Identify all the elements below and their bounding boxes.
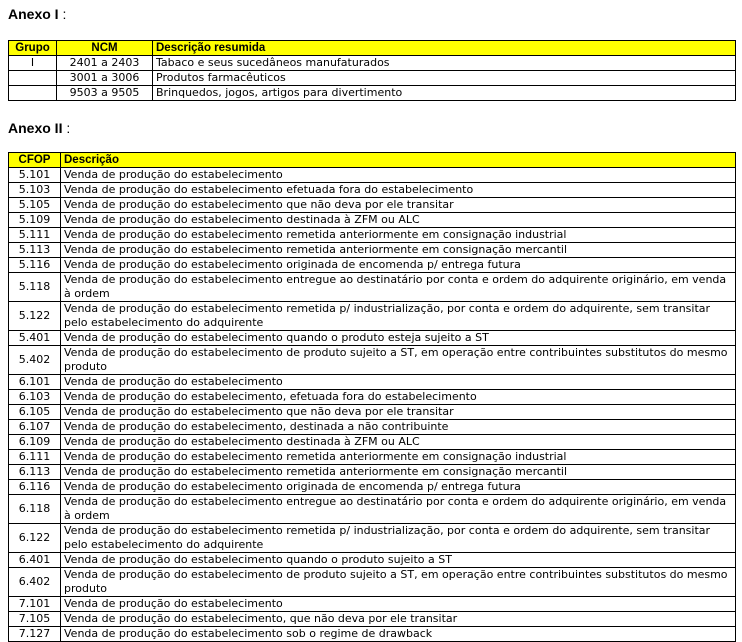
cfop-cell: 6.401 — [9, 553, 61, 568]
cfop-cell: 5.101 — [9, 168, 61, 183]
descricao-cell: Venda de produção do estabelecimento entregue ao destinatário por conta e ordem do adquirente originário, em venda à ordem — [61, 495, 736, 524]
table-row — [9, 86, 736, 101]
table-row — [9, 465, 736, 480]
descricao-cell: Venda de produção do estabelecimento remetida anteriormente em consignação mercantil — [61, 465, 736, 480]
descricao-cell: Venda de produção do estabelecimento — [61, 597, 736, 612]
cfop-cell: 6.118 — [9, 495, 61, 524]
cfop-cell: 6.109 — [9, 435, 61, 450]
grupo-cell — [9, 71, 57, 86]
annex1-title — [8, 6, 66, 22]
cfop-cell: 6.122 — [9, 524, 61, 553]
cfop-cell: 7.127 — [9, 627, 61, 642]
table-row — [9, 258, 736, 273]
descricao-cell: Venda de produção do estabelecimento remetida anteriormente em consignação industrial — [61, 450, 736, 465]
cfop-cell: 5.402 — [9, 346, 61, 375]
cfop-cell: 5.109 — [9, 213, 61, 228]
cfop-cell: 5.118 — [9, 273, 61, 302]
descricao-cell: Brinquedos, jogos, artigos para divertimento — [153, 86, 736, 101]
table-row — [9, 524, 736, 553]
descricao-cell: Venda de produção do estabelecimento, destinada a não contribuinte — [61, 420, 736, 435]
cfop-cell: 5.122 — [9, 302, 61, 331]
descricao-cell: Venda de produção do estabelecimento remetida anteriormente em consignação mercantil — [61, 243, 736, 258]
ncm-cell: 9503 a 9505 — [57, 86, 153, 101]
descricao-cell: Venda de produção do estabelecimento que não deva por ele transitar — [61, 405, 736, 420]
table-row — [9, 331, 736, 346]
header-descricao: Descrição — [61, 153, 736, 168]
table-row — [9, 390, 736, 405]
table-row — [9, 375, 736, 390]
annex2-table — [8, 152, 736, 642]
descricao-cell: Venda de produção do estabelecimento quando o produto esteja sujeito a ST — [61, 331, 736, 346]
table-row — [9, 480, 736, 495]
table-row — [9, 435, 736, 450]
cfop-cell: 6.103 — [9, 390, 61, 405]
descricao-cell: Tabaco e seus sucedâneos manufaturados — [153, 56, 736, 71]
descricao-cell: Venda de produção do estabelecimento remetida anteriormente em consignação industrial — [61, 228, 736, 243]
table-row — [9, 56, 736, 71]
table-row — [9, 495, 736, 524]
descricao-cell: Venda de produção do estabelecimento quando o produto sujeito a ST — [61, 553, 736, 568]
descricao-cell: Venda de produção do estabelecimento que não deva por ele transitar — [61, 198, 736, 213]
table-row — [9, 612, 736, 627]
table-row — [9, 302, 736, 331]
table-row — [9, 553, 736, 568]
table-row — [9, 346, 736, 375]
descricao-cell: Venda de produção do estabelecimento remetida p/ industrialização, por conta e ordem do adquirente, sem transitar pelo estabelecimento do adquirente — [61, 302, 736, 331]
cfop-cell: 6.113 — [9, 465, 61, 480]
descricao-cell: Venda de produção do estabelecimento destinada à ZFM ou ALC — [61, 213, 736, 228]
descricao-cell: Venda de produção do estabelecimento originada de encomenda p/ entrega futura — [61, 480, 736, 495]
header-ncm: NCM — [57, 41, 153, 56]
annex2-header-row — [9, 153, 736, 168]
table-row — [9, 420, 736, 435]
descricao-cell: Venda de produção do estabelecimento originada de encomenda p/ entrega futura — [61, 258, 736, 273]
grupo-cell — [9, 86, 57, 101]
cfop-cell: 7.105 — [9, 612, 61, 627]
cfop-cell: 5.111 — [9, 228, 61, 243]
descricao-cell: Venda de produção do estabelecimento de produto sujeito a ST, em operação entre contribuintes substitutos do mesmo produto — [61, 568, 736, 597]
cfop-cell: 5.401 — [9, 331, 61, 346]
cfop-cell: 6.105 — [9, 405, 61, 420]
header-cfop: CFOP — [9, 153, 61, 168]
descricao-cell: Venda de produção do estabelecimento, efetuada fora do estabelecimento — [61, 390, 736, 405]
annex1-header-row — [9, 41, 736, 56]
annex2-title — [8, 120, 70, 136]
grupo-cell: I — [9, 56, 57, 71]
table-row — [9, 405, 736, 420]
cfop-cell: 6.116 — [9, 480, 61, 495]
cfop-cell: 6.107 — [9, 420, 61, 435]
cfop-cell: 5.116 — [9, 258, 61, 273]
cfop-cell: 7.101 — [9, 597, 61, 612]
descricao-cell: Venda de produção do estabelecimento sob o regime de drawback — [61, 627, 736, 642]
cfop-cell: 6.111 — [9, 450, 61, 465]
table-row — [9, 627, 736, 642]
ncm-cell: 3001 a 3006 — [57, 71, 153, 86]
table-row — [9, 228, 736, 243]
table-row — [9, 213, 736, 228]
descricao-cell: Venda de produção do estabelecimento entregue ao destinatário por conta e ordem do adquirente originário, em venda à ordem — [61, 273, 736, 302]
header-descricao-resumida: Descrição resumida — [153, 41, 736, 56]
annex1-table — [8, 40, 736, 101]
cfop-cell: 6.402 — [9, 568, 61, 597]
descricao-cell: Venda de produção do estabelecimento — [61, 375, 736, 390]
annex1-title-text: Anexo I — [8, 6, 59, 22]
cfop-cell: 6.101 — [9, 375, 61, 390]
header-grupo: Grupo — [9, 41, 57, 56]
annex1-title-colon: : — [62, 6, 67, 22]
descricao-cell: Venda de produção do estabelecimento efetuada fora do estabelecimento — [61, 183, 736, 198]
descricao-cell: Venda de produção do estabelecimento de produto sujeito a ST, em operação entre contribuintes substitutos do mesmo produto — [61, 346, 736, 375]
descricao-cell: Venda de produção do estabelecimento remetida p/ industrialização, por conta e ordem do adquirente, sem transitar pelo estabelecimento do adquirente — [61, 524, 736, 553]
descricao-cell: Venda de produção do estabelecimento destinada à ZFM ou ALC — [61, 435, 736, 450]
annex2-title-text: Anexo II — [8, 120, 63, 136]
descricao-cell: Produtos farmacêuticos — [153, 71, 736, 86]
cfop-cell: 5.103 — [9, 183, 61, 198]
table-row — [9, 183, 736, 198]
descricao-cell: Venda de produção do estabelecimento, que não deva por ele transitar — [61, 612, 736, 627]
cfop-cell: 5.105 — [9, 198, 61, 213]
table-row — [9, 273, 736, 302]
annex2-title-colon: : — [66, 120, 71, 136]
table-row — [9, 168, 736, 183]
table-row — [9, 597, 736, 612]
ncm-cell: 2401 a 2403 — [57, 56, 153, 71]
descricao-cell: Venda de produção do estabelecimento — [61, 168, 736, 183]
table-row — [9, 243, 736, 258]
cfop-cell: 5.113 — [9, 243, 61, 258]
table-row — [9, 71, 736, 86]
table-row — [9, 198, 736, 213]
table-row — [9, 568, 736, 597]
table-row — [9, 450, 736, 465]
